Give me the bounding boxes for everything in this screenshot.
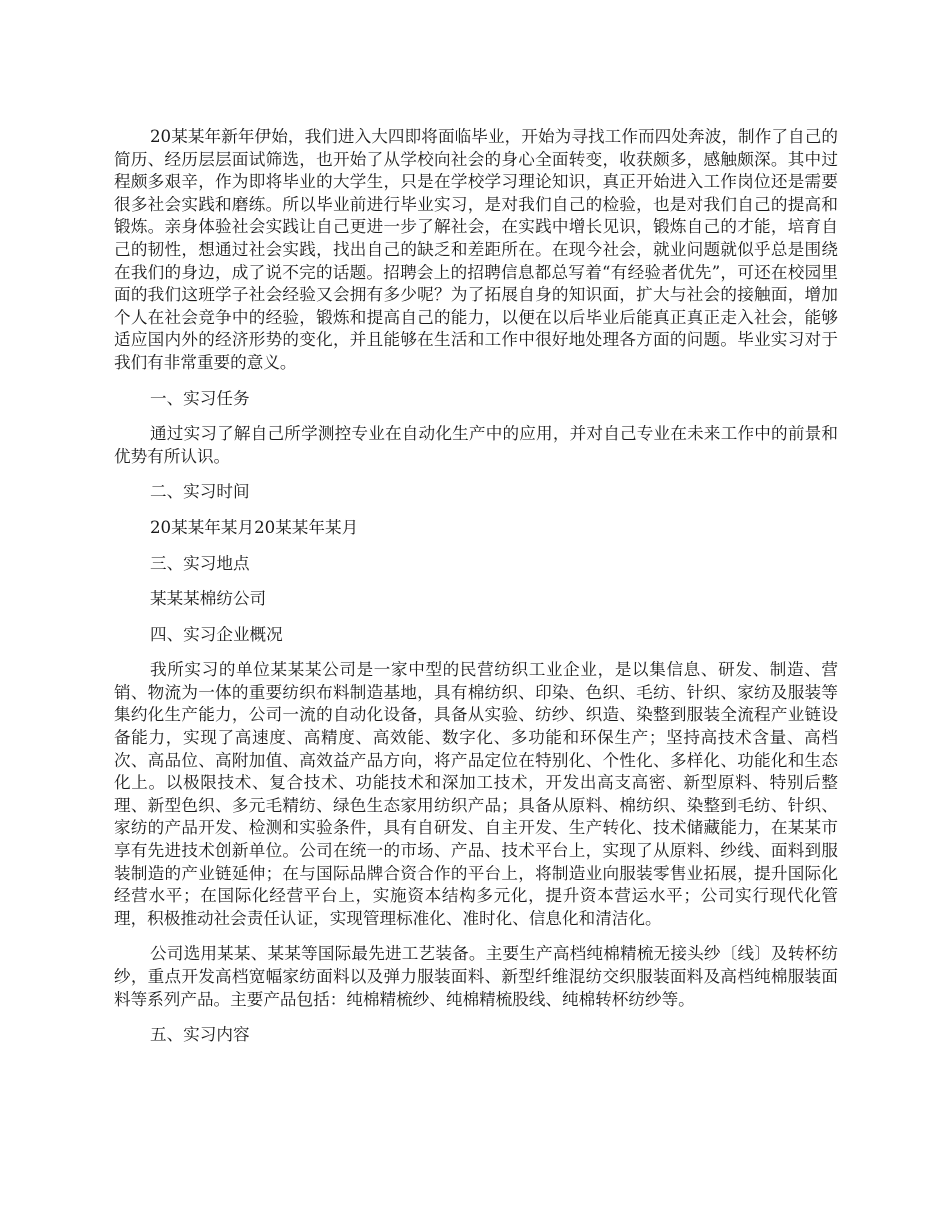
document-page xyxy=(114,126,838,1060)
section-heading-content: 五、实习内容 xyxy=(150,1025,250,1045)
section-heading-time: 二、实习时间 xyxy=(150,482,250,502)
location-paragraph: 某某某棉纺公司 xyxy=(150,589,267,609)
intro-paragraph: 20某某年新年伊始，我们进入大四即将面临毕业，开始为寻找工作而四处奔波，制作了自己的简历、经历层层面试筛选，也开始了从学校向社会的身心全面转变，收获颇多，感触颇深。其中过程颇多艰辛，作为即将毕业的大学生，只是在学校学习理论知识，真正开始进入工作岗位还是需要很多社会实践和磨练。所以毕业前进行毕业实习，是对我们自己的检验，也是对我们自己的提高和锻炼。亲身体验社会实践让自己更进一步了解社会，在实践中增长见识，锻炼自己的才能，培育自己的韧性，想通过社会实践，找出自己的缺乏和差距所在。在现今社会，就业问题就似乎总是围绕在我们的身边，成了说不完的话题。招聘会上的招聘信息都总写着“有经验者优先”，可还在校园里面的我们这班学子社会经验又会拥有多少呢？为了拓展自身的知识面，扩大与社会的接触面，增加个人在社会竞争中的经验，锻炼和提高自己的能力，以便在以后毕业后能真正真正走入社会，能够适应国内外的经济形势的变化，并且能够在生活和工作中很好地处理各方面的问题。毕业实习对于我们有非常重要的意义。 xyxy=(114,127,838,372)
company-overview-paragraph: 我所实习的单位某某某公司是一家中型的民营纺织工业企业，是以集信息、研发、制造、营销、物流为一体的重要纺织布料制造基地，具有棉纺织、印染、色织、毛纺、针织、家纺及服装等集约化生产能力，公司一流的自动化设备，具备从实验、纺纱、织造、染整到服装全流程产业链设备能力，实现了高速度、高精度、高效能、数字化、多功能和环保生产；坚持高技术含量、高档次、高品位、高附加值、高效益产品方向，将产品定位在特别化、个性化、多样化、功能化和生态化上。以极限技术、复合技术、功能技术和深加工技术，开发出高支高密、新型原料、特别后整理、新型色织、多元毛精纺、绿色生态家用纺织产品；具备从原料、棉纺织、染整到毛纺、针织、家纺的产品开发、检测和实验条件，具有自研发、自主开发、生产转化、技术储藏能力，在某某市享有先进技术创新单位。公司在统一的市场、产品、技术平台上，实现了从原料、纱线、面料到服装制造的产业链延伸；在与国际品牌合资合作的平台上，将制造业向服装零售业拓展，提升国际化经营水平；在国际化经营平台上，实施资本结构多元化，提升资本营运水平；公司实行现代化管理，积极推动社会责任认证，实现管理标准化、准时化、信息化和清洁化。 xyxy=(114,660,838,928)
company-products-paragraph: 公司选用某某、某某等国际最先进工艺装备。主要生产高档纯棉精梳无接头纱〔线〕及转杯纺纱，重点开发高档宽幅家纺面料以及弹力服装面料、新型纤维混纺交织服装面料及高档纯棉服装面料等系列产品。主要产品包括：纯棉精梳纱、纯棉精梳股线、纯棉转杯纺纱等。 xyxy=(114,944,838,1009)
section-heading-company-overview: 四、实习企业概况 xyxy=(150,624,283,644)
section-heading-location: 三、实习地点 xyxy=(150,553,250,573)
section-heading-tasks: 一、实习任务 xyxy=(150,388,250,408)
tasks-paragraph: 通过实习了解自己所学测控专业在自动化生产中的应用，并对自己专业在未来工作中的前景和优势有所认识。 xyxy=(114,424,838,466)
time-paragraph: 20某某年某月20某某年某月 xyxy=(150,517,359,537)
